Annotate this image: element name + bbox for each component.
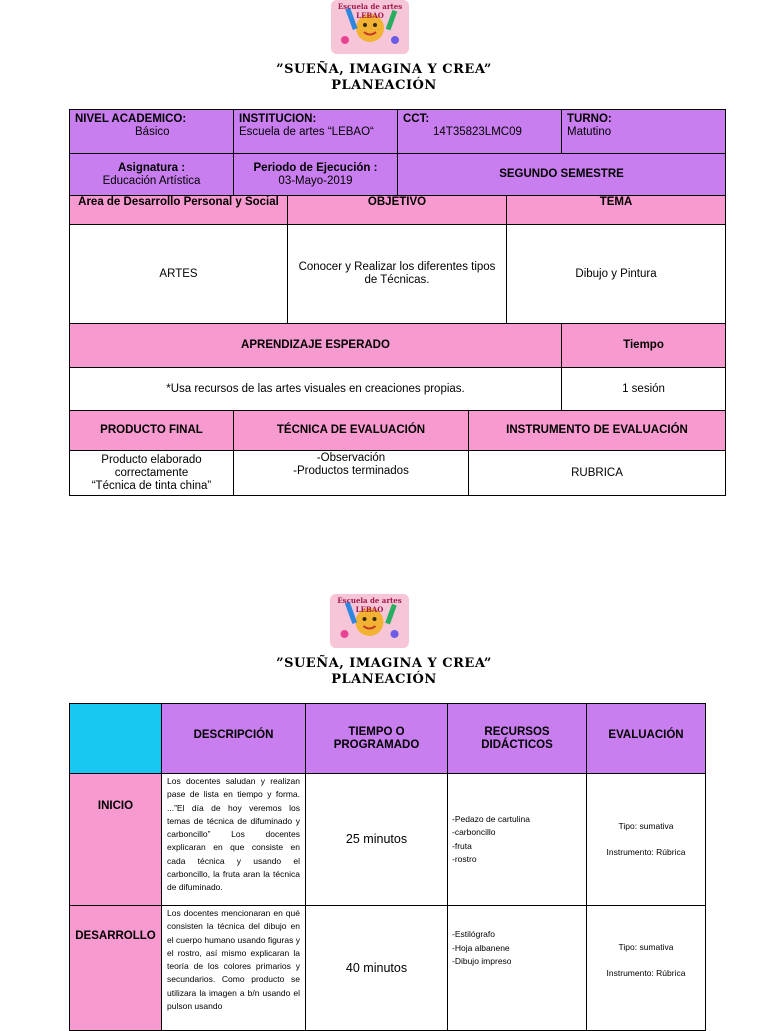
tema-header: TEMA	[507, 196, 726, 225]
objetivo-value: Conocer y Realizar los diferentes tipos de Técnicas.	[288, 225, 507, 324]
inicio-resources	[448, 774, 587, 906]
semestre-cell: SEGUNDO SEMESTRE	[398, 154, 726, 196]
tiempo-header-line-1: TIEMPO O	[348, 725, 405, 738]
producto-line-1: Producto elaborado	[101, 453, 202, 466]
desarrollo-time: 40 minutos	[306, 906, 448, 1031]
inicio-description: Los docentes saludan y realizan pase de lista en tiempo y forma. ...”El día de hoy veremos los temas de técnica de difuminado y carboncillo” Los docentes explicaran en que consiste en cada técnica y usando el carboncillo, la fruta aran la técnica de difuminado.	[162, 774, 306, 906]
tecnica-value	[234, 451, 469, 496]
nivel-value: Básico	[135, 126, 170, 138]
periodo-cell	[234, 154, 398, 196]
tecnica-line-1: -Observación	[316, 452, 386, 464]
stage-inicio: INICIO	[70, 774, 162, 906]
desarrollo-description: Los docentes mencionaran en qué consisten la técnica del dibujo en el cuerpo humano usando figuras y el rostro, así mismo explicaran la teoría de los colores primarios y secundarios. Como producto se utilizara la imagen a b/n usando el pulson usando	[162, 906, 306, 1031]
recursos-header-line-2: DIDÁCTICOS	[481, 738, 553, 751]
logo-caption: Escuela de artes LEBAO	[337, 2, 403, 20]
producto-line-3: “Técnica de tinta china”	[91, 479, 212, 492]
resource-item: -Estilógrafo	[452, 929, 495, 939]
motto: ”SUEÑA, IMAGINA Y CREA”	[276, 62, 492, 77]
inicio-evaluation	[587, 774, 706, 906]
tiempo-programado-header	[306, 704, 448, 774]
inicio-time: 25 minutos	[306, 774, 448, 906]
descripcion-header: DESCRIPCIÓN	[162, 704, 306, 774]
info-table	[69, 109, 726, 196]
cct-cell	[398, 110, 562, 154]
institucion-cell	[234, 110, 398, 154]
recursos-header	[448, 704, 587, 774]
tecnica-header: TÉCNICA DE EVALUACIÓN	[234, 411, 469, 451]
turno-cell	[562, 110, 726, 154]
desarrollo-evaluation	[587, 906, 706, 1031]
eval-instrumento: Instrumento: Rúbrica	[606, 968, 686, 978]
resource-item: -fruta	[452, 840, 472, 851]
area-header: Area de Desarrollo Personal y Social	[70, 196, 288, 225]
eval-tipo: Tipo: sumativa	[618, 942, 674, 952]
eval-tipo: Tipo: sumativa	[618, 821, 674, 831]
tecnica-line-2: -Productos terminados	[293, 465, 409, 477]
resource-item: -Hoja albanene	[452, 942, 510, 953]
producto-table	[69, 410, 726, 496]
asignatura-value: Educación Artística	[102, 174, 201, 187]
instrumento-value: RUBRICA	[469, 451, 726, 496]
motto-2: ”SUEÑA, IMAGINA Y CREA”	[276, 656, 492, 671]
logo-caption-2: Escuela de artes LEBAO	[337, 596, 402, 614]
tiempo-value: 1 sesión	[562, 368, 726, 411]
recursos-header-line-1: RECURSOS	[484, 725, 550, 738]
cct-value: 14T35823LMC09	[433, 126, 522, 138]
page-heading: PLANEACIÓN	[331, 78, 437, 93]
aprendizaje-header: APRENDIZAJE ESPERADO	[70, 324, 562, 368]
turno-value: Matutino	[567, 126, 612, 138]
resource-item: -rostro	[452, 854, 477, 864]
instrumento-header: INSTRUMENTO DE EVALUACIÓN	[469, 411, 726, 451]
producto-line-2: correctamente	[114, 466, 189, 479]
turno-label: TURNO:	[567, 113, 612, 125]
tema-value: Dibujo y Pintura	[507, 225, 726, 324]
producto-value	[70, 451, 234, 496]
planeacion-table	[69, 703, 706, 1031]
stage-desarrollo: DESARROLLO	[70, 906, 162, 1031]
resource-item: -Pedazo de cartulina	[452, 813, 530, 824]
aprendizaje-table	[69, 323, 726, 411]
institucion-label: INSTITUCION:	[239, 113, 317, 125]
periodo-label: Periodo de Ejecución :	[253, 161, 378, 174]
asignatura-cell	[70, 154, 234, 196]
area-value: ARTES	[70, 225, 288, 324]
aprendizaje-value: *Usa recursos de las artes visuales en creaciones propias.	[70, 368, 562, 411]
corner-cell	[70, 704, 162, 774]
page-heading-2: PLANEACIÓN	[331, 672, 437, 687]
tiempo-header-line-2: PROGRAMADO	[333, 738, 420, 751]
nivel-label: NIVEL ACADEMICO:	[75, 113, 187, 125]
resource-item: -carboncillo	[452, 827, 496, 837]
tiempo-header: Tiempo	[562, 324, 726, 368]
resource-item: -Dibujo impreso	[452, 956, 512, 966]
objetivo-header: OBJETIVO	[288, 196, 507, 225]
periodo-value: 03-Mayo-2019	[278, 174, 353, 187]
desarrollo-resources	[448, 906, 587, 1031]
cct-label: CCT:	[403, 113, 430, 125]
evaluacion-header: EVALUACIÓN	[587, 704, 706, 774]
objetivo-table	[69, 195, 726, 324]
institucion-value: Escuela de artes “LEBAO“	[239, 126, 374, 138]
nivel-cell	[70, 110, 234, 154]
producto-header: PRODUCTO FINAL	[70, 411, 234, 451]
eval-instrumento: Instrumento: Rúbrica	[606, 847, 686, 857]
asignatura-label: Asignatura :	[117, 161, 186, 174]
